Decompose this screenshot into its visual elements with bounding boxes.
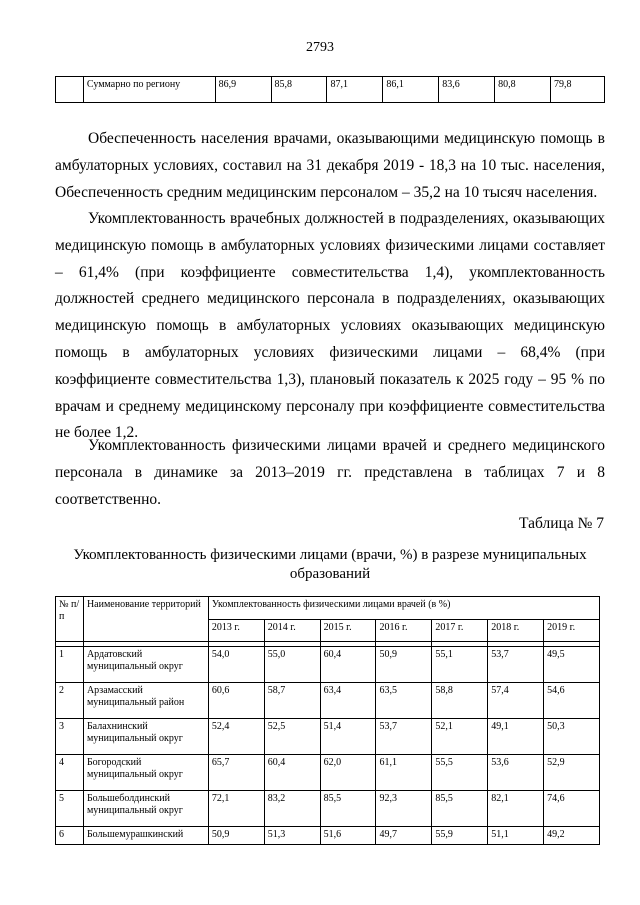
header-row	[56, 597, 600, 620]
column-header-name: Наименование территорий	[83, 597, 208, 642]
value-cell: 62,0	[320, 755, 376, 791]
row-number: 2	[56, 683, 84, 719]
value-cell: 52,9	[544, 755, 600, 791]
territory-name: Большеболдинский муниципальный округ	[83, 791, 208, 827]
paragraph: Укомплектованность врачебных должностей в подразделениях, оказывающих медицинскую помощь в амбулаторных условиях физическими лицами составляет – 61,4% (при коэффициенте совместительства 1,4), укомплектованность должностей среднего медицинского персонала в подразделениях, оказывающих медицинскую помощь в амбулаторных условиях оказывающих медицинскую помощь в амбулаторных условиях физическими лицами – 68,4% (при коэффициенте совместительства 1,3), плановый показатель к 2025 году – 95 % по врачам и среднему медицинскому персоналу при коэффициенте совместительства не более 1,2.	[55, 210, 605, 442]
column-header-group: Укомплектованность физическими лицами врачей (в %)	[208, 597, 599, 620]
value-cell: 52,5	[264, 719, 320, 755]
table-title: Укомплектованность физическими лицами (врачи, %) в разрезе муниципальных образований	[73, 547, 587, 582]
value-cell: 54,0	[208, 647, 264, 683]
value-cell: 49,1	[488, 719, 544, 755]
column-header-year: 2017 г.	[432, 620, 488, 642]
value-cell: 92,3	[376, 791, 432, 827]
value-cell: 54,6	[544, 683, 600, 719]
value-cell: 82,1	[488, 791, 544, 827]
value-cell: 50,9	[208, 827, 264, 845]
table-cell: 86,9	[215, 77, 271, 103]
value-cell: 60,4	[264, 755, 320, 791]
value-cell: 49,5	[544, 647, 600, 683]
table-row	[56, 647, 600, 683]
row-number: 5	[56, 791, 84, 827]
column-header-year: 2019 г.	[544, 620, 600, 642]
value-cell: 52,4	[208, 719, 264, 755]
territory-name: Большемурашкинский	[83, 827, 208, 845]
column-header-year: 2013 г.	[208, 620, 264, 642]
value-cell: 52,1	[432, 719, 488, 755]
table-cell: 86,1	[383, 77, 439, 103]
value-cell: 49,7	[376, 827, 432, 845]
territory-name: Ардатовский муниципальный округ	[83, 647, 208, 683]
value-cell: 53,6	[488, 755, 544, 791]
value-cell: 50,3	[544, 719, 600, 755]
value-cell: 51,4	[320, 719, 376, 755]
value-cell: 58,7	[264, 683, 320, 719]
value-cell: 55,0	[264, 647, 320, 683]
column-header-year: 2014 г.	[264, 620, 320, 642]
page-number: 2793	[306, 40, 334, 55]
table-row	[56, 77, 605, 103]
value-cell: 74,6	[544, 791, 600, 827]
table-cell: Суммарно по региону	[83, 77, 215, 103]
table-cell: 79,8	[551, 77, 605, 103]
row-number: 6	[56, 827, 84, 845]
paragraph: Обеспеченность населения врачами, оказывающими медицинскую помощь в амбулаторных условиях, составил на 31 декабря 2019 - 18,3 на 10 тыс. населения, Обеспеченность средним медицинским персоналом – 35,2 на 10 тысяч населения.	[55, 130, 605, 201]
value-cell: 51,6	[320, 827, 376, 845]
table-row	[56, 683, 600, 719]
value-cell: 72,1	[208, 791, 264, 827]
row-number: 3	[56, 719, 84, 755]
row-number: 4	[56, 755, 84, 791]
paragraph: Укомплектованность физическими лицами врачей и среднего медицинского персонала в динамике за 2013–2019 гг. представлена в таблицах 7 и 8 соответственно.	[55, 437, 605, 508]
table-cell: 83,6	[439, 77, 495, 103]
row-number: 1	[56, 647, 84, 683]
value-cell: 83,2	[264, 791, 320, 827]
territory-name: Балахнинский муниципальный округ	[83, 719, 208, 755]
territory-name: Богородский муниципальный округ	[83, 755, 208, 791]
value-cell: 57,4	[488, 683, 544, 719]
value-cell: 50,9	[376, 647, 432, 683]
column-header-year: 2016 г.	[376, 620, 432, 642]
value-cell: 63,5	[376, 683, 432, 719]
value-cell: 53,7	[488, 647, 544, 683]
value-cell: 55,5	[432, 755, 488, 791]
value-cell: 63,4	[320, 683, 376, 719]
table-cell: 80,8	[495, 77, 551, 103]
territory-name: Арзамасский муниципальный район	[83, 683, 208, 719]
value-cell: 61,1	[376, 755, 432, 791]
staffing-table	[55, 596, 600, 845]
table-label: Таблица № 7	[519, 515, 604, 532]
column-header-year: 2018 г.	[488, 620, 544, 642]
value-cell: 60,6	[208, 683, 264, 719]
table-cell	[56, 77, 84, 103]
value-cell: 65,7	[208, 755, 264, 791]
table-cell: 85,8	[271, 77, 327, 103]
value-cell: 51,1	[488, 827, 544, 845]
value-cell: 53,7	[376, 719, 432, 755]
table-row	[56, 791, 600, 827]
column-header-year: 2015 г.	[320, 620, 376, 642]
value-cell: 55,1	[432, 647, 488, 683]
value-cell: 55,9	[432, 827, 488, 845]
table-body	[56, 642, 600, 845]
table-cell: 87,1	[327, 77, 383, 103]
value-cell: 85,5	[320, 791, 376, 827]
column-header-number: № п/п	[56, 597, 84, 642]
table-row	[56, 827, 600, 845]
value-cell: 58,8	[432, 683, 488, 719]
value-cell: 51,3	[264, 827, 320, 845]
value-cell: 49,2	[544, 827, 600, 845]
table-row	[56, 755, 600, 791]
value-cell: 85,5	[432, 791, 488, 827]
value-cell: 60,4	[320, 647, 376, 683]
table-row	[56, 719, 600, 755]
summary-table	[55, 76, 605, 103]
